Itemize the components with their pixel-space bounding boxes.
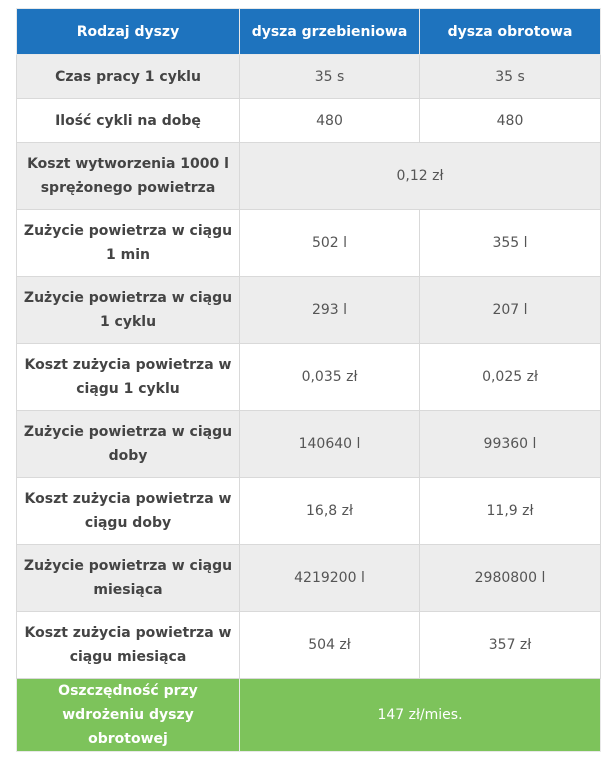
row-label: Zużycie powietrza w ciągu 1 min [17,210,240,277]
table-row [17,612,601,679]
rotary-value: 480 [420,99,601,143]
table-row [17,344,601,411]
comb-value: 293 l [240,277,420,344]
rotary-value: 2980800 l [420,545,601,612]
rotary-value: 0,025 zł [420,344,601,411]
table-row [17,411,601,478]
table-row [17,99,601,143]
merged-value: 0,12 zł [240,143,601,210]
rotary-value: 207 l [420,277,601,344]
comb-value: 0,035 zł [240,344,420,411]
comb-value: 35 s [240,55,420,99]
table-row [17,277,601,344]
rotary-value: 99360 l [420,411,601,478]
table-header-row [17,9,601,55]
row-label: Czas pracy 1 cyklu [17,55,240,99]
row-label: Ilość cykli na dobę [17,99,240,143]
comb-value: 16,8 zł [240,478,420,545]
rotary-value: 35 s [420,55,601,99]
row-label: Koszt zużycia powietrza w ciągu doby [17,478,240,545]
table-row [17,545,601,612]
comb-value: 4219200 l [240,545,420,612]
rotary-value: 11,9 zł [420,478,601,545]
row-label: Koszt zużycia powietrza w ciągu miesiąca [17,612,240,679]
header-nozzle-type: Rodzaj dyszy [17,9,240,55]
row-label: Zużycie powietrza w ciągu miesiąca [17,545,240,612]
savings-label: Oszczędność przy wdrożeniu dyszy obrotowej [17,679,240,752]
row-label: Zużycie powietrza w ciągu doby [17,411,240,478]
savings-value: 147 zł/mies. [240,679,601,752]
table-row [17,143,601,210]
comb-value: 504 zł [240,612,420,679]
header-rotary-nozzle: dysza obrotowa [420,9,601,55]
row-label: Koszt wytworzenia 1000 l sprężonego powietrza [17,143,240,210]
comparison-table [16,8,601,752]
row-label: Zużycie powietrza w ciągu 1 cyklu [17,277,240,344]
rotary-value: 357 zł [420,612,601,679]
comb-value: 140640 l [240,411,420,478]
savings-row [17,679,601,752]
comb-value: 502 l [240,210,420,277]
table-row [17,210,601,277]
rotary-value: 355 l [420,210,601,277]
row-label: Koszt zużycia powietrza w ciągu 1 cyklu [17,344,240,411]
comb-value: 480 [240,99,420,143]
header-comb-nozzle: dysza grzebieniowa [240,9,420,55]
table-row [17,478,601,545]
table-row [17,55,601,99]
